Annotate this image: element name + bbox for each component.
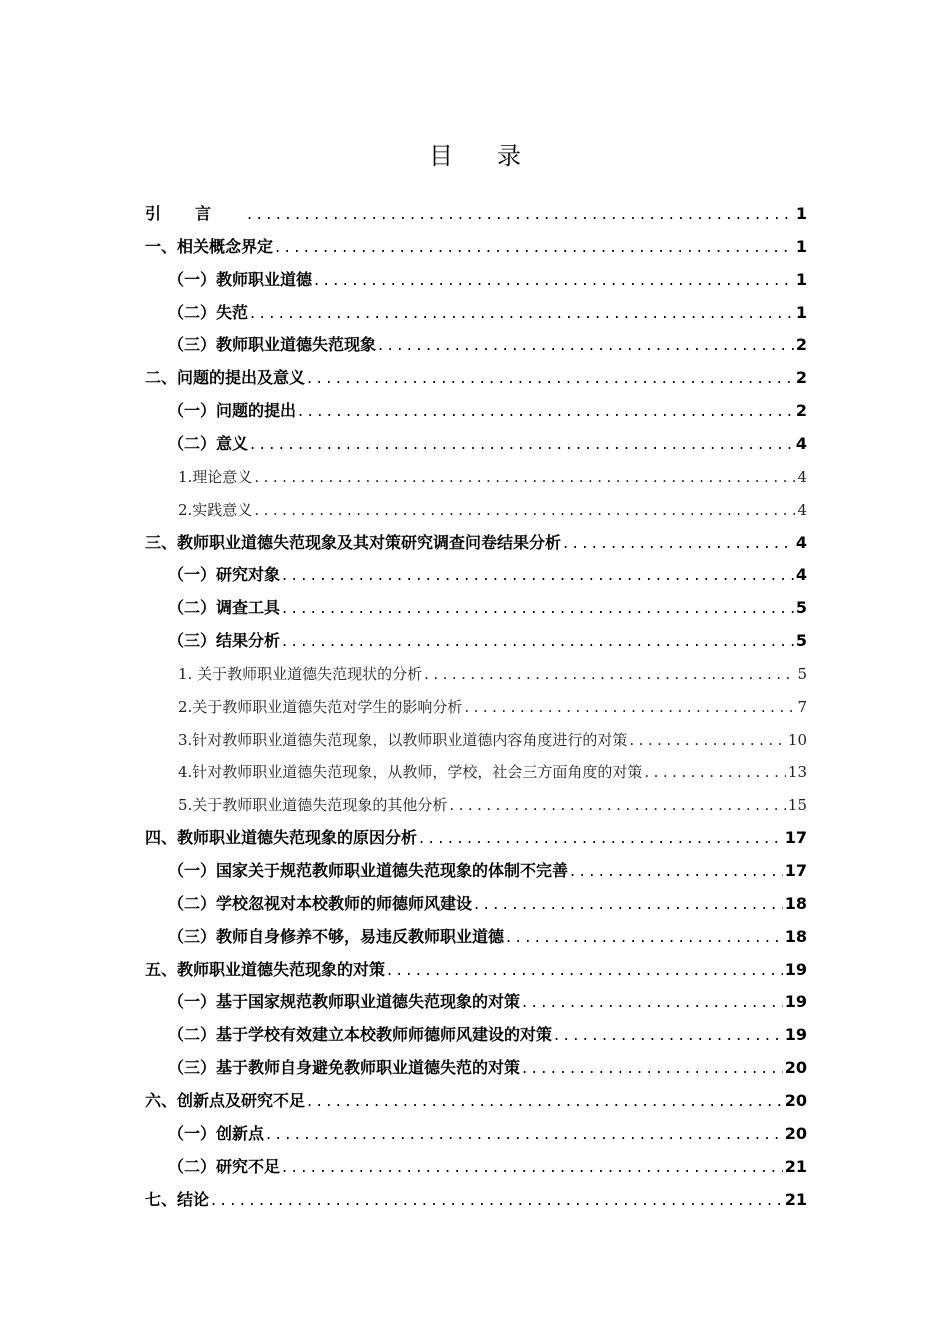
toc-entry-label: （二）意义	[168, 434, 249, 453]
toc-entry-label: （一）问题的提出	[168, 401, 297, 420]
toc-page-number: 21	[784, 1157, 807, 1176]
toc-entry-label: （二）学校忽视对本校教师的师德师风建设	[168, 894, 473, 913]
toc-entry-label: 四、教师职业道德失范现象的原因分析	[145, 828, 418, 847]
toc-entry[interactable]	[145, 1085, 807, 1117]
toc-entry[interactable]	[178, 461, 807, 493]
toc-entry-label: 2.实践意义	[178, 501, 253, 519]
toc-entry[interactable]	[178, 756, 807, 788]
toc-dot-leader	[563, 527, 794, 559]
toc-entry-label: 二、问题的提出及意义	[145, 368, 306, 387]
toc-dot-leader	[247, 198, 794, 230]
toc-page-number: 1	[795, 303, 807, 322]
toc-entry-label: 六、创新点及研究不足	[145, 1091, 306, 1110]
toc-page-number: 15	[787, 796, 807, 814]
toc-entry[interactable]	[168, 329, 807, 361]
toc-entry[interactable]	[145, 954, 807, 986]
toc-entry-label: （二）基于学校有效建立本校教师师德师风建设的对策	[168, 1025, 553, 1044]
toc-dot-leader	[424, 658, 795, 690]
toc-entry[interactable]	[178, 724, 807, 756]
toc-page-number: 4	[795, 533, 807, 552]
toc-entry-label: （三）基于教师自身避免教师职业道德失范的对策	[168, 1058, 521, 1077]
toc-entry-label: 5.关于教师职业道德失范现象的其他分析	[178, 796, 448, 814]
toc-page-number: 10	[787, 731, 807, 749]
toc-entry-label: 4.针对教师职业道德失范现象，从教师，学校，社会三方面角度的对策	[178, 763, 643, 781]
toc-entry[interactable]	[145, 362, 807, 394]
toc-entry-label: （三）结果分析	[168, 631, 281, 650]
toc-entry-label: 3.针对教师职业道德失范现象，以教师职业道德内容角度进行的对策	[178, 731, 628, 749]
toc-entry-label: （二）研究不足	[168, 1157, 281, 1176]
toc-page-number: 17	[784, 828, 807, 847]
toc-page-number: 18	[784, 927, 807, 946]
toc-page-number: 20	[784, 1124, 807, 1143]
toc-entry-label: 1.理论意义	[178, 468, 253, 486]
toc-entry[interactable]	[145, 231, 807, 263]
toc-dot-leader	[387, 954, 783, 986]
toc-page-number: 1	[795, 204, 807, 223]
toc-entry[interactable]	[178, 658, 807, 690]
toc-entry-label: 1. 关于教师职业道德失范现状的分析	[178, 665, 423, 683]
toc-entry[interactable]	[168, 921, 807, 953]
toc-entry-label: 2.关于教师职业道德失范对学生的影响分析	[178, 698, 463, 716]
toc-entry-label: （三）教师自身修养不够，易违反教师职业道德	[168, 927, 505, 946]
toc-entry[interactable]	[168, 625, 807, 657]
toc-page-number: 5	[795, 631, 807, 650]
toc-page-number: 4	[797, 468, 807, 486]
toc-entry-label: 引言	[145, 204, 246, 223]
toc-page-number: 21	[784, 1190, 807, 1209]
toc-entry[interactable]	[178, 494, 807, 526]
toc-entry-label: （一）国家关于规范教师职业道德失范现象的体制不完善	[168, 861, 569, 880]
toc-page-number: 20	[784, 1091, 807, 1110]
toc-dot-leader	[506, 921, 783, 953]
toc-dot-leader	[282, 559, 794, 591]
toc-entry[interactable]	[168, 592, 807, 624]
toc-dot-leader	[307, 1085, 783, 1117]
toc-entry[interactable]	[168, 855, 807, 887]
toc-dot-leader	[282, 592, 794, 624]
toc-entry-label: （二）失范	[168, 303, 249, 322]
toc-page-number: 4	[797, 501, 807, 519]
toc-entry[interactable]	[145, 527, 807, 559]
toc-page-number: 1	[795, 270, 807, 289]
toc-dot-leader	[629, 724, 786, 756]
toc-page-number: 19	[784, 992, 807, 1011]
toc-entry-label: （一）基于国家规范教师职业道德失范现象的对策	[168, 992, 521, 1011]
toc-entry[interactable]	[145, 198, 807, 230]
toc-dot-leader	[644, 756, 786, 788]
toc-dot-leader	[298, 395, 794, 427]
toc-entry[interactable]	[168, 1052, 807, 1084]
toc-page-number: 2	[795, 401, 807, 420]
toc-dot-leader	[554, 1019, 783, 1051]
toc-dot-leader	[314, 264, 794, 296]
toc-dot-leader	[250, 297, 794, 329]
toc-page-number: 13	[787, 763, 807, 781]
toc-entry-label: 七、结论	[145, 1190, 210, 1209]
toc-dot-leader	[250, 428, 794, 460]
toc-entry[interactable]	[168, 986, 807, 1018]
toc-entry-label: （一）研究对象	[168, 565, 281, 584]
toc-page-number: 4	[795, 434, 807, 453]
toc-entry-label: 一、相关概念界定	[145, 237, 274, 256]
toc-entry[interactable]	[178, 789, 807, 821]
toc-page-number: 2	[795, 335, 807, 354]
toc-dot-leader	[282, 625, 794, 657]
toc-entry[interactable]	[145, 822, 807, 854]
toc-dot-leader	[522, 1052, 783, 1084]
toc-dot-leader	[282, 1151, 783, 1183]
toc-entry[interactable]	[145, 1184, 807, 1216]
toc-dot-leader	[464, 691, 795, 723]
toc-dot-leader	[211, 1184, 783, 1216]
toc-dot-leader	[254, 461, 795, 493]
toc-entry-label: （一）创新点	[168, 1124, 265, 1143]
toc-dot-leader	[254, 494, 795, 526]
toc-entry[interactable]	[178, 691, 807, 723]
toc-page-number: 4	[795, 565, 807, 584]
toc-title: 目录	[429, 142, 565, 170]
toc-entry-label: （一）教师职业道德	[168, 270, 313, 289]
toc-page-number: 19	[784, 1025, 807, 1044]
toc-entry[interactable]	[168, 395, 807, 427]
toc-entry-label: （二）调查工具	[168, 598, 281, 617]
toc-page-number: 18	[784, 894, 807, 913]
toc-entry[interactable]	[168, 888, 807, 920]
toc-dot-leader	[266, 1118, 783, 1150]
toc-dot-leader	[522, 986, 783, 1018]
toc-page-number: 1	[795, 237, 807, 256]
toc-entry[interactable]	[168, 264, 807, 296]
toc-entry[interactable]	[168, 297, 807, 329]
toc-dot-leader	[449, 789, 786, 821]
toc-dot-leader	[275, 231, 794, 263]
toc-entry[interactable]	[168, 1151, 807, 1183]
toc-page-number: 20	[784, 1058, 807, 1077]
toc-dot-leader	[419, 822, 783, 854]
toc-entry[interactable]	[168, 559, 807, 591]
toc-page-number: 7	[797, 698, 807, 716]
toc-page-number: 17	[784, 861, 807, 880]
toc-entry[interactable]	[168, 1019, 807, 1051]
toc-dot-leader	[570, 855, 783, 887]
toc-dot-leader	[474, 888, 783, 920]
toc-dot-leader	[307, 362, 794, 394]
toc-dot-leader	[378, 329, 794, 361]
toc-page-number: 19	[784, 960, 807, 979]
toc-entry[interactable]	[168, 428, 807, 460]
toc-entry[interactable]	[168, 1118, 807, 1150]
toc-entry-label: （三）教师职业道德失范现象	[168, 335, 377, 354]
toc-page-number: 5	[795, 598, 807, 617]
toc-page-number: 2	[795, 368, 807, 387]
toc-page-number: 5	[797, 665, 807, 683]
toc-entry-label: 五、教师职业道德失范现象的对策	[145, 960, 386, 979]
toc-entry-label: 三、教师职业道德失范现象及其对策研究调查问卷结果分析	[145, 533, 562, 552]
